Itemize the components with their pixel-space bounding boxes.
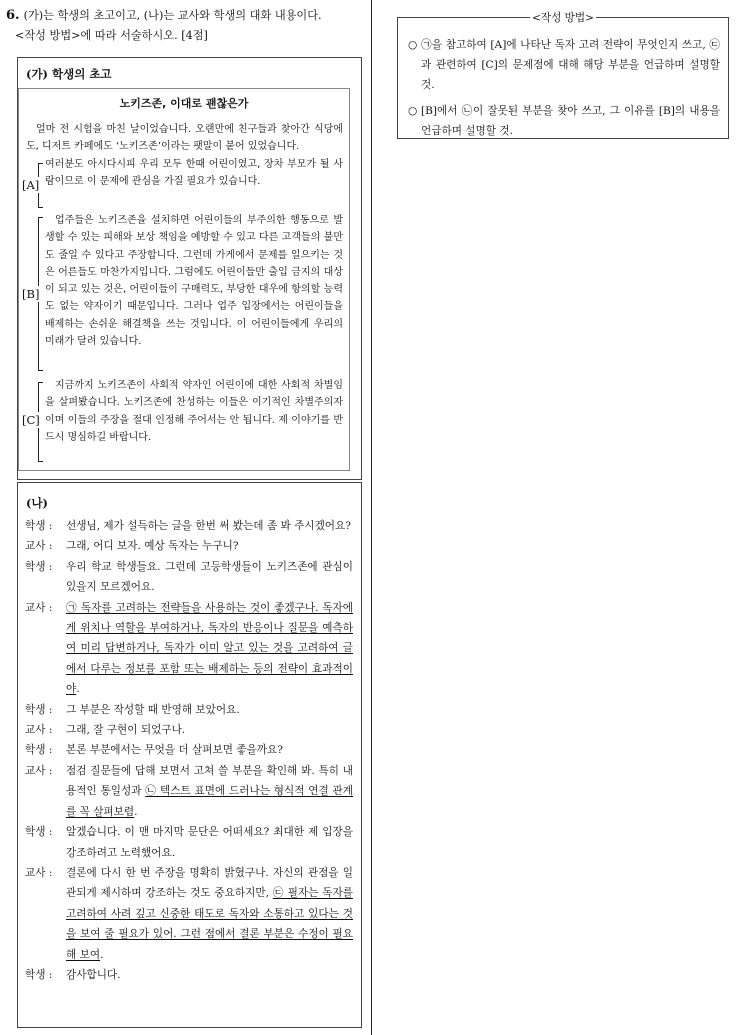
speaker: 교사 : (25, 540, 53, 553)
utterance-end: . (76, 683, 80, 696)
writing-method-title: <작성 방법> (531, 12, 595, 24)
dialogue-turn (25, 516, 353, 536)
speaker: 교사 : (25, 866, 53, 879)
writing-method-text: [B]에서 ㉡이 잘못된 부분을 찾아 쓰고, 그 이유를 [B]의 내용을 언급하며 설명할 것. (421, 105, 720, 137)
dialogue-turn (25, 740, 353, 760)
underlined-passage-2: ㉡ 텍스트 표면에 드러나는 형식적 연결 관계를 꼭 살펴보렴 (66, 785, 353, 818)
dialogue-turn (25, 700, 353, 720)
dialogue-turn (25, 557, 353, 598)
utterance (66, 598, 353, 700)
bullet-icon: ○ (408, 39, 418, 51)
utterance: 본론 부분에서는 무엇을 더 살펴보면 좋을까요? (66, 744, 283, 757)
dialogue-turn (25, 720, 353, 740)
bullet-icon: ○ (408, 105, 418, 117)
speaker: 교사 : (25, 764, 53, 777)
writing-method-item (408, 101, 720, 141)
essay-paragraph-c: 지금까지 노키즈존이 사회적 약자인 어린이에 대한 사회적 차별임을 살펴봤습니다. 노키즈존에 찬성하는 이들은 이기적인 차별주의자이며 이들의 주장을 절대 인정해 주어서는 안 됩니다. 제 이야기를 반드시 명심하길 바랍니다. (45, 380, 343, 443)
marker-c: [C] (22, 413, 40, 427)
utterance: 선생님, 제가 설득하는 글을 한번 써 봤는데 좀 봐 주시겠어요? (66, 520, 351, 532)
underlined-passage-1: ㉠ 독자를 고려하는 전략들을 사용하는 것이 좋겠구나. 독자에게 위치나 역할을 부여하거나, 독자의 반응이나 질문을 예측하여 미리 답변하거나, 독자가 이미 알고 있는 것을 고려하여 글에서 다루는 정보를 포함 또는 배제하는 등의 전략이 효과적이야 (66, 601, 353, 696)
dialogue (25, 516, 353, 985)
writing-method-title-wrap (398, 10, 728, 25)
utterance-text: 점검 질문들에 답해 보면서 고쳐 쓸 부분을 확인해 봐. 특히 내용적인 통일성과 (66, 764, 353, 798)
speaker: 교사 : (25, 724, 53, 737)
dialogue-turn (25, 965, 353, 985)
question-header (6, 6, 364, 46)
essay-intro-paragraph: 얼마 전 시험을 마친 날이었습니다. 오랜만에 친구들과 찾아간 식당에도, 디저트 카페에도 ‘노키즈존’이라는 팻말이 붙어 있었습니다. (26, 124, 343, 153)
utterance: 그래, 어디 보자. 예상 독자는 누구니? (66, 540, 239, 553)
utterance: 알겠습니다. 이 맨 마지막 문단은 어떠세요? 최대한 제 입장을 강조하려고 노력했어요. (66, 826, 353, 859)
writing-method-text: ㉠을 참고하여 [A]에 나타난 독자 고려 전략이 무엇인지 쓰고, ㉢과 관련하여 [C]의 문제점에 대해 해당 부분을 언급하며 설명할 것. (421, 39, 720, 91)
essay-title: 노키즈존, 이대로 괜찮은가 (119, 97, 249, 110)
speaker: 학생 : (25, 968, 53, 981)
utterance: 감사합니다. (66, 968, 121, 981)
speaker: 교사 : (25, 601, 53, 614)
writing-method-box (397, 12, 729, 139)
essay-panel (18, 88, 350, 471)
utterance: 그 부분은 작성할 때 반영해 보았어요. (66, 703, 240, 716)
speaker: 학생 : (25, 744, 53, 757)
question-prompt-line2: <작성 방법>에 따라 서술하시오. [4점] (15, 29, 208, 42)
student-draft-label: (가) 학생의 초고 (26, 67, 112, 81)
marker-a: [A] (22, 178, 40, 192)
speaker: 학생 : (25, 520, 53, 532)
utterance-end: . (100, 948, 104, 961)
speaker: 학생 : (25, 826, 53, 839)
utterance-text: 결론에 다시 한 번 주장을 명확히 밝혔구나. 자신의 관점을 일관되게 제시하며 강조하는 것도 중요하지만, (66, 866, 353, 900)
speaker: 학생 : (25, 703, 53, 716)
essay-paragraph-b: 업주들은 노키즈존을 설치하면 어린이들의 부주의한 행동으로 발생할 수 있는 피해와 보상 책임을 예방할 수 있고 다른 고객들의 불만도 줄일 수 있다고 주장합니다. 그런데 가게에서 문제를 일으키는 것은 어른들도 마찬가지입니다. 그럼에도 어린이들만 출입 금지의 대상이 되고 있는 것은, 어린이들이 구매력도, 부당한 대우에 항의할 능력도 없는 약자이기 때문입니다. 그러나 업주 입장에서는 어린이들을 배제하는 손쉬운 해결책을 쓰는 것입니다. 이 어린이들에게 우리의 미래가 달려 있습니다. (45, 215, 343, 348)
speaker: 학생 : (25, 560, 53, 573)
dialogue-turn (25, 598, 353, 700)
column-divider (371, 0, 372, 1035)
dialogue-turn (25, 822, 353, 863)
dialogue-label: (나) (26, 496, 48, 510)
dialogue-turn (25, 863, 353, 965)
writing-method-list (408, 35, 720, 147)
essay-paragraph-a: 여러분도 아시다시피 우리 모두 한때 어린이였고, 장차 부모가 될 사람이므로 이 문제에 관심을 가질 필요가 있습니다. (45, 159, 343, 188)
marker-b: [B] (22, 287, 40, 301)
question-prompt-line1: (가)는 학생의 초고이고, (나)는 교사와 학생의 대화 내용이다. (23, 9, 322, 22)
utterance: 우리 학교 학생들요. 그런데 고등학생들이 노키즈존에 관심이 있을지 모르겠어요. (66, 560, 353, 594)
utterance-end: . (134, 805, 138, 818)
dialogue-turn (25, 536, 353, 556)
writing-method-item (408, 35, 720, 95)
dialogue-turn (25, 761, 353, 822)
utterance: 그래, 잘 구현이 되었구나. (66, 724, 186, 737)
question-number: 6. (6, 8, 20, 23)
utterance (66, 863, 353, 965)
utterance (66, 761, 353, 822)
underlined-passage-3: ㉢ 필자는 독자를 고려하여 사려 깊고 신중한 태도로 독자와 소통하고 있다는 것을 보여 줄 필요가 있어. 그런 점에서 결론 부분은 수정이 필요해 보여 (66, 887, 353, 961)
